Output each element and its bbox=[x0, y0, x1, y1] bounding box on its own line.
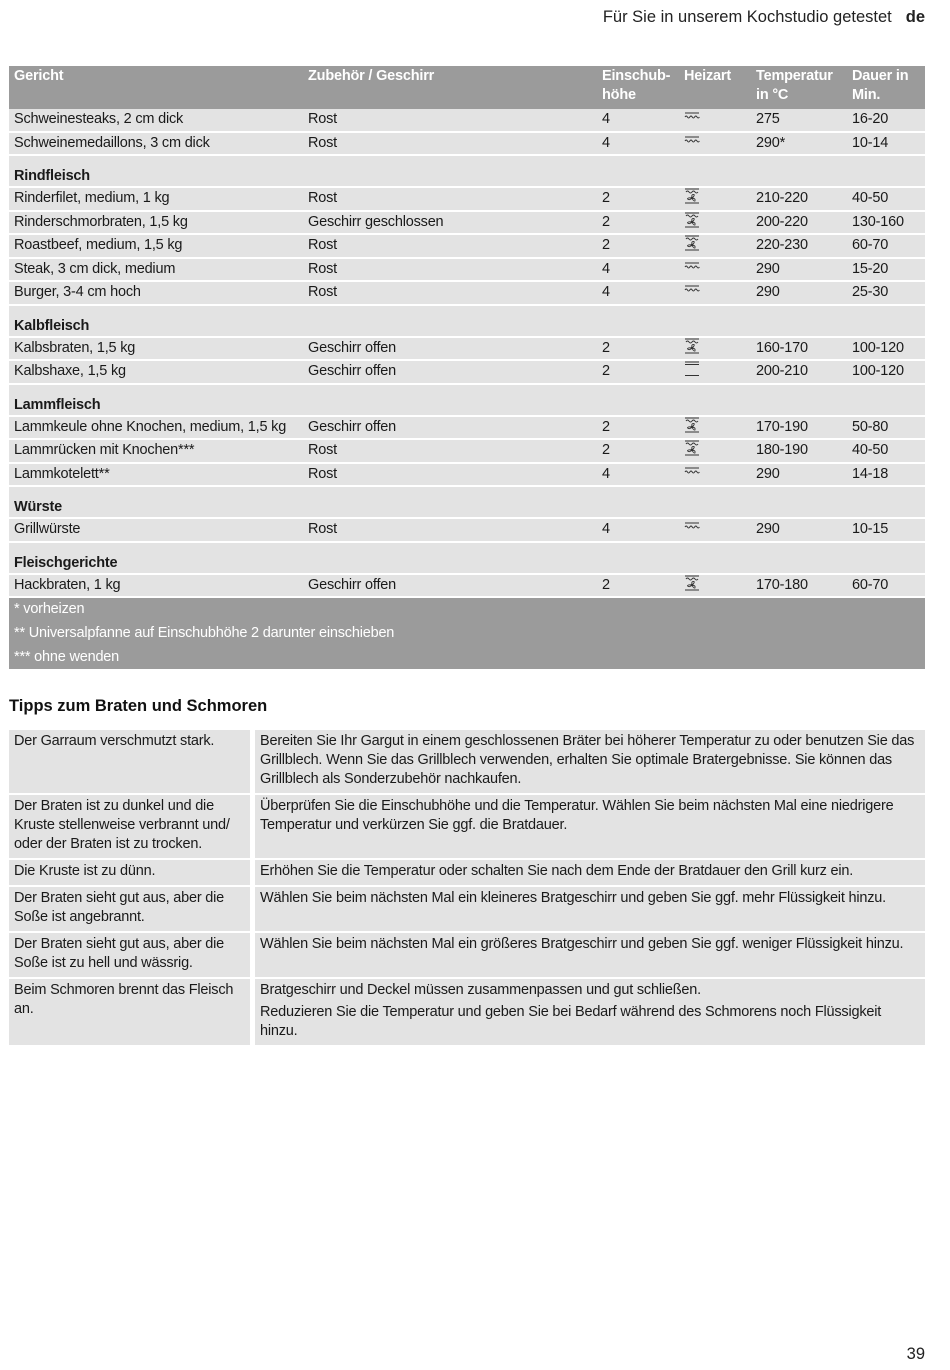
level-cell: 4 bbox=[597, 132, 679, 156]
heating-mode-cell bbox=[679, 574, 751, 598]
circulating-air-grill-icon bbox=[684, 237, 700, 253]
roasting-table bbox=[9, 66, 925, 669]
temperature-cell: 180-190 bbox=[751, 439, 847, 463]
temperature-cell: 200-220 bbox=[751, 211, 847, 235]
problem-cell: Der Braten ist zu dunkel und die Kruste stellenweise verbrannt und/ oder der Braten ist zu trocken. bbox=[9, 794, 253, 859]
table-row bbox=[9, 337, 925, 361]
duration-cell: 40-50 bbox=[847, 187, 925, 211]
grill-wide-icon bbox=[684, 466, 700, 482]
category-row bbox=[9, 384, 925, 416]
level-cell: 2 bbox=[597, 416, 679, 440]
duration-cell: 40-50 bbox=[847, 439, 925, 463]
heating-mode-cell bbox=[679, 518, 751, 542]
grill-wide-icon bbox=[684, 135, 700, 151]
category-row bbox=[9, 486, 925, 518]
level-cell: 4 bbox=[597, 109, 679, 132]
accessory-cell: Rost bbox=[303, 132, 597, 156]
table-row bbox=[9, 360, 925, 384]
footnote-row bbox=[9, 646, 925, 670]
tip-row bbox=[9, 978, 925, 1046]
remedy-cell bbox=[253, 859, 926, 886]
duration-cell: 15-20 bbox=[847, 258, 925, 282]
circulating-air-grill-icon bbox=[684, 419, 700, 435]
accessory-cell: Rost bbox=[303, 258, 597, 282]
temperature-cell: 220-230 bbox=[751, 234, 847, 258]
duration-cell: 10-15 bbox=[847, 518, 925, 542]
remedy-text: Überprüfen Sie die Einschubhöhe und die Temperatur. Wählen Sie beim nächsten Mal eine niedrigere Temperatur und verkürzen Sie ggf. die Bratdauer. bbox=[260, 798, 894, 833]
level-cell: 4 bbox=[597, 281, 679, 305]
category-label: Rindfleisch bbox=[9, 155, 925, 187]
footnote: *** ohne wenden bbox=[9, 646, 925, 670]
table-row bbox=[9, 518, 925, 542]
remedy-text: Wählen Sie beim nächsten Mal ein größeres Bratgeschirr und geben Sie ggf. weniger Flüssigkeit hinzu. bbox=[260, 936, 904, 952]
roasting-table-body bbox=[9, 109, 925, 597]
heating-mode-cell bbox=[679, 187, 751, 211]
level-cell: 4 bbox=[597, 518, 679, 542]
remedy-cell bbox=[253, 932, 926, 978]
category-row bbox=[9, 542, 925, 574]
heating-mode-cell bbox=[679, 258, 751, 282]
accessory-cell: Rost bbox=[303, 281, 597, 305]
accessory-cell: Geschirr offen bbox=[303, 360, 597, 384]
tips-table bbox=[9, 730, 925, 1047]
level-cell: 2 bbox=[597, 574, 679, 598]
level-cell: 4 bbox=[597, 258, 679, 282]
table-row bbox=[9, 258, 925, 282]
remedy-cell bbox=[253, 730, 926, 794]
table-row bbox=[9, 439, 925, 463]
duration-cell: 10-14 bbox=[847, 132, 925, 156]
temperature-cell: 210-220 bbox=[751, 187, 847, 211]
problem-cell: Der Braten sieht gut aus, aber die Soße ist angebrannt. bbox=[9, 886, 253, 932]
category-label: Lammfleisch bbox=[9, 384, 925, 416]
remedy-cell bbox=[253, 978, 926, 1046]
tip-row bbox=[9, 794, 925, 859]
temperature-cell: 290 bbox=[751, 258, 847, 282]
heating-mode-cell bbox=[679, 439, 751, 463]
level-cell: 2 bbox=[597, 187, 679, 211]
category-row bbox=[9, 305, 925, 337]
footnote: ** Universalpfanne auf Einschubhöhe 2 darunter einschieben bbox=[9, 622, 925, 646]
category-label: Würste bbox=[9, 486, 925, 518]
problem-cell: Beim Schmoren brennt das Fleisch an. bbox=[9, 978, 253, 1046]
column-header-level: Einschub- höhe bbox=[597, 66, 679, 109]
level-cell: 2 bbox=[597, 337, 679, 361]
column-header-heating-mode: Heizart bbox=[679, 66, 751, 109]
accessory-cell: Rost bbox=[303, 518, 597, 542]
circulating-air-grill-icon bbox=[684, 577, 700, 593]
remedy-cell bbox=[253, 886, 926, 932]
dish-cell: Rinderschmorbraten, 1,5 kg bbox=[9, 211, 303, 235]
table-header-row bbox=[9, 66, 925, 109]
accessory-cell: Rost bbox=[303, 109, 597, 132]
tip-row bbox=[9, 730, 925, 794]
level-cell: 2 bbox=[597, 439, 679, 463]
table-row bbox=[9, 281, 925, 305]
dish-cell: Steak, 3 cm dick, medium bbox=[9, 258, 303, 282]
dish-cell: Roastbeef, medium, 1,5 kg bbox=[9, 234, 303, 258]
accessory-cell: Rost bbox=[303, 187, 597, 211]
remedy-text: Bratgeschirr und Deckel müssen zusammenpassen und gut schließen. bbox=[260, 982, 701, 998]
temperature-cell: 290 bbox=[751, 281, 847, 305]
temperature-cell: 200-210 bbox=[751, 360, 847, 384]
dish-cell: Kalbsbraten, 1,5 kg bbox=[9, 337, 303, 361]
problem-cell: Der Braten sieht gut aus, aber die Soße ist zu hell und wässrig. bbox=[9, 932, 253, 978]
column-header-duration: Dauer in Min. bbox=[847, 66, 925, 109]
temperature-cell: 170-180 bbox=[751, 574, 847, 598]
table-row bbox=[9, 132, 925, 156]
category-row bbox=[9, 155, 925, 187]
accessory-cell: Geschirr offen bbox=[303, 574, 597, 598]
remedy-text: Bereiten Sie Ihr Gargut in einem geschlossenen Bräter bei höherer Temperatur zu oder benutzen Sie das Grillblech. Wenn Sie das Grillblech verwenden, erhalten Sie optimale Bratergebnisse. Sie können das Grillblech als Sonderzubehör nachkaufen. bbox=[260, 733, 915, 787]
dish-cell: Rinderfilet, medium, 1 kg bbox=[9, 187, 303, 211]
circulating-air-grill-icon bbox=[684, 442, 700, 458]
tip-row bbox=[9, 886, 925, 932]
dish-cell: Lammkotelett** bbox=[9, 463, 303, 487]
accessory-cell: Rost bbox=[303, 234, 597, 258]
grill-wide-icon bbox=[684, 261, 700, 277]
duration-cell: 14-18 bbox=[847, 463, 925, 487]
heating-mode-cell bbox=[679, 463, 751, 487]
remedy-text: Wählen Sie beim nächsten Mal ein kleineres Bratgeschirr und geben Sie ggf. mehr Flüssigkeit hinzu. bbox=[260, 890, 886, 906]
duration-cell: 25-30 bbox=[847, 281, 925, 305]
table-row bbox=[9, 416, 925, 440]
accessory-cell: Geschirr geschlossen bbox=[303, 211, 597, 235]
circulating-air-grill-icon bbox=[684, 340, 700, 356]
category-label: Kalbfleisch bbox=[9, 305, 925, 337]
heating-mode-cell bbox=[679, 360, 751, 384]
heating-mode-cell bbox=[679, 337, 751, 361]
remedy-text: Erhöhen Sie die Temperatur oder schalten Sie nach dem Ende der Bratdauer den Grill kurz ein. bbox=[260, 863, 854, 879]
heating-mode-cell bbox=[679, 416, 751, 440]
column-header-accessory: Zubehör / Geschirr bbox=[303, 66, 597, 109]
table-row bbox=[9, 234, 925, 258]
duration-cell: 50-80 bbox=[847, 416, 925, 440]
accessory-cell: Geschirr offen bbox=[303, 416, 597, 440]
duration-cell: 100-120 bbox=[847, 360, 925, 384]
category-label: Fleischgerichte bbox=[9, 542, 925, 574]
tips-table-body bbox=[9, 730, 925, 1046]
remedy-text: Reduzieren Sie die Temperatur und geben Sie bei Bedarf während des Schmorens noch Flüssigkeit hinzu. bbox=[260, 1004, 882, 1039]
language-code: de bbox=[905, 8, 925, 26]
duration-cell: 16-20 bbox=[847, 109, 925, 132]
accessory-cell: Geschirr offen bbox=[303, 337, 597, 361]
table-row bbox=[9, 187, 925, 211]
dish-cell: Lammkeule ohne Knochen, medium, 1,5 kg bbox=[9, 416, 303, 440]
dish-cell: Lammrücken mit Knochen*** bbox=[9, 439, 303, 463]
accessory-cell: Rost bbox=[303, 463, 597, 487]
accessory-cell: Rost bbox=[303, 439, 597, 463]
heating-mode-cell bbox=[679, 234, 751, 258]
level-cell: 4 bbox=[597, 463, 679, 487]
heating-mode-cell bbox=[679, 211, 751, 235]
duration-cell: 60-70 bbox=[847, 234, 925, 258]
level-cell: 2 bbox=[597, 234, 679, 258]
table-row bbox=[9, 211, 925, 235]
problem-cell: Der Garraum verschmutzt stark. bbox=[9, 730, 253, 794]
footnote-row bbox=[9, 597, 925, 622]
top-bottom-heat-icon bbox=[684, 363, 700, 379]
dish-cell: Schweinesteaks, 2 cm dick bbox=[9, 109, 303, 132]
temperature-cell: 290* bbox=[751, 132, 847, 156]
temperature-cell: 275 bbox=[751, 109, 847, 132]
level-cell: 2 bbox=[597, 211, 679, 235]
problem-cell: Die Kruste ist zu dünn. bbox=[9, 859, 253, 886]
header-title: Für Sie in unserem Kochstudio getestet bbox=[602, 8, 892, 26]
dish-cell: Kalbshaxe, 1,5 kg bbox=[9, 360, 303, 384]
table-row bbox=[9, 463, 925, 487]
page-header bbox=[603, 8, 925, 27]
temperature-cell: 160-170 bbox=[751, 337, 847, 361]
grill-wide-icon bbox=[684, 111, 700, 127]
dish-cell: Grillwürste bbox=[9, 518, 303, 542]
footnote-row bbox=[9, 622, 925, 646]
circulating-air-grill-icon bbox=[684, 214, 700, 230]
column-header-dish: Gericht bbox=[9, 66, 303, 109]
temperature-cell: 290 bbox=[751, 463, 847, 487]
grill-wide-icon bbox=[684, 521, 700, 537]
temperature-cell: 290 bbox=[751, 518, 847, 542]
level-cell: 2 bbox=[597, 360, 679, 384]
table-row bbox=[9, 574, 925, 598]
dish-cell: Hackbraten, 1 kg bbox=[9, 574, 303, 598]
duration-cell: 60-70 bbox=[847, 574, 925, 598]
footnote: * vorheizen bbox=[9, 597, 925, 622]
heating-mode-cell bbox=[679, 132, 751, 156]
heating-mode-cell bbox=[679, 281, 751, 305]
temperature-cell: 170-190 bbox=[751, 416, 847, 440]
column-header-temperature: Temperatur in °C bbox=[751, 66, 847, 109]
page-number: 39 bbox=[906, 1345, 925, 1363]
duration-cell: 100-120 bbox=[847, 337, 925, 361]
tip-row bbox=[9, 859, 925, 886]
footnotes bbox=[9, 597, 925, 669]
duration-cell: 130-160 bbox=[847, 211, 925, 235]
circulating-air-grill-icon bbox=[684, 190, 700, 206]
tips-heading: Tipps zum Braten und Schmoren bbox=[9, 697, 268, 715]
dish-cell: Schweinemedaillons, 3 cm dick bbox=[9, 132, 303, 156]
table-row bbox=[9, 109, 925, 132]
grill-wide-icon bbox=[684, 284, 700, 300]
tip-row bbox=[9, 932, 925, 978]
heating-mode-cell bbox=[679, 109, 751, 132]
remedy-cell bbox=[253, 794, 926, 859]
dish-cell: Burger, 3-4 cm hoch bbox=[9, 281, 303, 305]
